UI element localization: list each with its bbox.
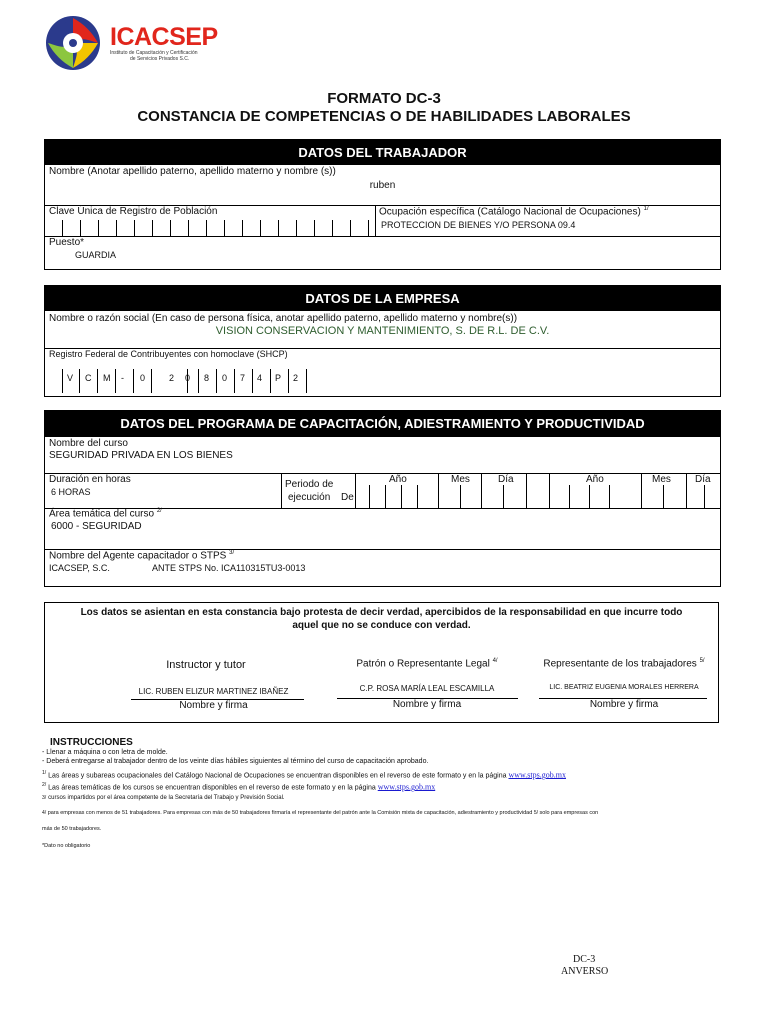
employer-name: C.P. ROSA MARÍA LEAL ESCAMILLA: [359, 684, 495, 693]
form-code-title: FORMATO DC-3: [327, 90, 441, 107]
worker-section: [44, 139, 721, 270]
instructor-role: Instructor y tutor: [166, 659, 246, 671]
curp-label: Clave Única de Registro de Población: [49, 206, 218, 217]
rfc-char: 0: [222, 373, 228, 383]
logo-emblem-icon: [44, 14, 102, 72]
logo: [44, 14, 219, 76]
occupation-label: Ocupación específica (Catálogo Nacional de Ocupaciones) $^{1/}$: [379, 206, 649, 218]
rfc-char: C: [85, 373, 92, 383]
instruction-item: 3/ cursos impartidos por el área competente de la Secretaría del Trabajo y Previsión Social.: [42, 795, 285, 801]
rfc-label: Registro Federal de Contribuyentes con homoclave (SHCP): [49, 349, 288, 359]
declaration-line-1: Los datos se asientan en esta constancia bajo protesta de decir verdad, apercibidos de la responsabilidad en que incurre todo: [80, 607, 683, 618]
position-label: Puesto*: [49, 237, 85, 248]
rfc-char: P: [275, 373, 282, 383]
occupation-value[interactable]: PROTECCION DE BIENES Y/O PERSONA 09.4: [381, 220, 576, 230]
instructions-title: INSTRUCCIONES: [50, 737, 133, 748]
rfc-char: 7: [240, 373, 246, 383]
area-value[interactable]: 6000 - SEGURIDAD: [51, 521, 142, 532]
company-header: DATOS DE LA EMPRESA: [45, 286, 720, 311]
form-title: CONSTANCIA DE COMPETENCIAS O DE HABILIDADES LABORALES: [137, 108, 631, 125]
worker-header: DATOS DEL TRABAJADOR: [45, 140, 720, 165]
optional-note: *Dato no obligatorio: [42, 843, 91, 849]
period-label-2: ejecución: [288, 492, 331, 503]
period-a-label: a: [529, 492, 535, 503]
start-date-boxes[interactable]: [355, 485, 526, 508]
rfc-char: 8: [204, 373, 210, 383]
logo-brand: ICACSEP: [110, 23, 218, 51]
agent-value[interactable]: ICACSEP, S.C.: [49, 563, 110, 573]
course-label: Nombre del curso: [49, 438, 128, 449]
rfc-char: 0: [185, 373, 191, 383]
stps-link[interactable]: www.stps.gob.mx: [508, 770, 566, 780]
period-label-1: Periodo de: [285, 479, 334, 490]
signatures-section: [44, 602, 719, 723]
logo-subtitle-2: de Servicios Privados S.C.: [130, 56, 190, 62]
instruction-item: - Llenar a máquina o con letra de molde.: [42, 749, 168, 756]
employer-role: Patrón o Representante Legal $^{4/}$: [356, 658, 498, 670]
course-value[interactable]: SEGURIDAD PRIVADA EN LOS BIENES: [49, 450, 233, 461]
period-de-label: De: [341, 492, 354, 503]
instruction-item: $^{2/}$ Las áreas temáticas de los cursos se encuentran disponibles en el reverso de este formato y en la página www.stps.gob.mx: [42, 782, 436, 792]
position-value[interactable]: GUARDIA: [75, 250, 117, 260]
start-day-label: Día: [498, 474, 514, 485]
start-month-label: Mes: [451, 474, 470, 485]
agent-registration: ANTE STPS No. ICA110315TU3-0013: [152, 563, 306, 573]
employer-sign-label: Nombre y firma: [392, 699, 462, 710]
area-label: Área temática del curso $^{2/}$: [49, 508, 162, 520]
end-month-label: Mes: [652, 474, 671, 485]
footer-side: ANVERSO: [561, 966, 609, 977]
duration-label: Duración en horas: [49, 474, 131, 485]
rfc-char: 2: [169, 373, 175, 383]
rfc-char: M: [103, 373, 111, 383]
instruction-item: 4/ para empresas con menos de 51 trabajadores. Para empresas con más de 50 trabajadores firmaría el representante del patrón ante la Comisión mixta de capacitación, adiestramiento y productividad 5/ solo para empresas con: [42, 810, 599, 816]
instruction-item: $^{1/}$ Las áreas y subareas ocupacionales del Catálogo Nacional de Ocupaciones se encuentran disponibles en el reverso de este formato y en la página www.stps.gob.mx: [42, 770, 566, 780]
worker-name-value[interactable]: ruben: [369, 180, 396, 191]
rfc-char: -: [121, 373, 124, 383]
end-date-boxes[interactable]: [549, 485, 720, 508]
rfc-char: 0: [140, 373, 146, 383]
workers-rep-name: LIC. BEATRIZ EUGENIA MORALES HERRERA: [549, 684, 699, 691]
stps-link[interactable]: www.stps.gob.mx: [377, 782, 436, 792]
instruction-item: más de 50 trabajadores.: [42, 826, 102, 832]
logo-subtitle-1: Instituto de Capacitación y Certificación: [110, 50, 198, 56]
rfc-char: 2: [293, 373, 299, 383]
rfc-char: V: [67, 373, 74, 383]
end-day-label: Día: [695, 474, 711, 485]
instructor-sign-label: Nombre y firma: [179, 700, 248, 711]
company-name-label: Nombre o razón social (En caso de persona física, anotar apellido paterno, apellido materno y nombre(s)): [49, 313, 518, 324]
company-section: [44, 285, 721, 397]
workers-rep-role: Representante de los trabajadores $^{5/}$: [543, 658, 705, 670]
program-header: DATOS DEL PROGRAMA DE CAPACITACIÓN, ADIESTRAMIENTO Y PRODUCTIVIDAD: [45, 411, 720, 437]
instructor-name: LIC. RUBEN ELIZUR MARTINEZ IBAÑEZ: [138, 687, 289, 696]
declaration-line-2: aquel que no se conduce con verdad.: [292, 620, 471, 631]
program-section: [44, 410, 721, 587]
workers-rep-sign-label: Nombre y firma: [589, 699, 659, 710]
end-year-label: Año: [586, 474, 604, 485]
agent-label: Nombre del Agente capacitador o STPS $^{3/}$: [49, 550, 235, 562]
start-year-label: Año: [389, 474, 407, 485]
rfc-char: 4: [257, 373, 263, 383]
company-name-value[interactable]: VISION CONSERVACION Y MANTENIMIENTO, S. DE R.L. DE C.V.: [215, 325, 550, 337]
footer-code: DC-3: [573, 954, 596, 965]
duration-value[interactable]: 6 HORAS: [51, 487, 91, 497]
rfc-boxes[interactable]: [45, 369, 315, 393]
instruction-item: - Deberá entregarse al trabajador dentro de los veinte días hábiles siguientes al término del curso de capacitación aprobado.: [42, 758, 429, 765]
worker-name-label: Nombre (Anotar apellido paterno, apellido materno y nombre (s)): [49, 166, 336, 177]
